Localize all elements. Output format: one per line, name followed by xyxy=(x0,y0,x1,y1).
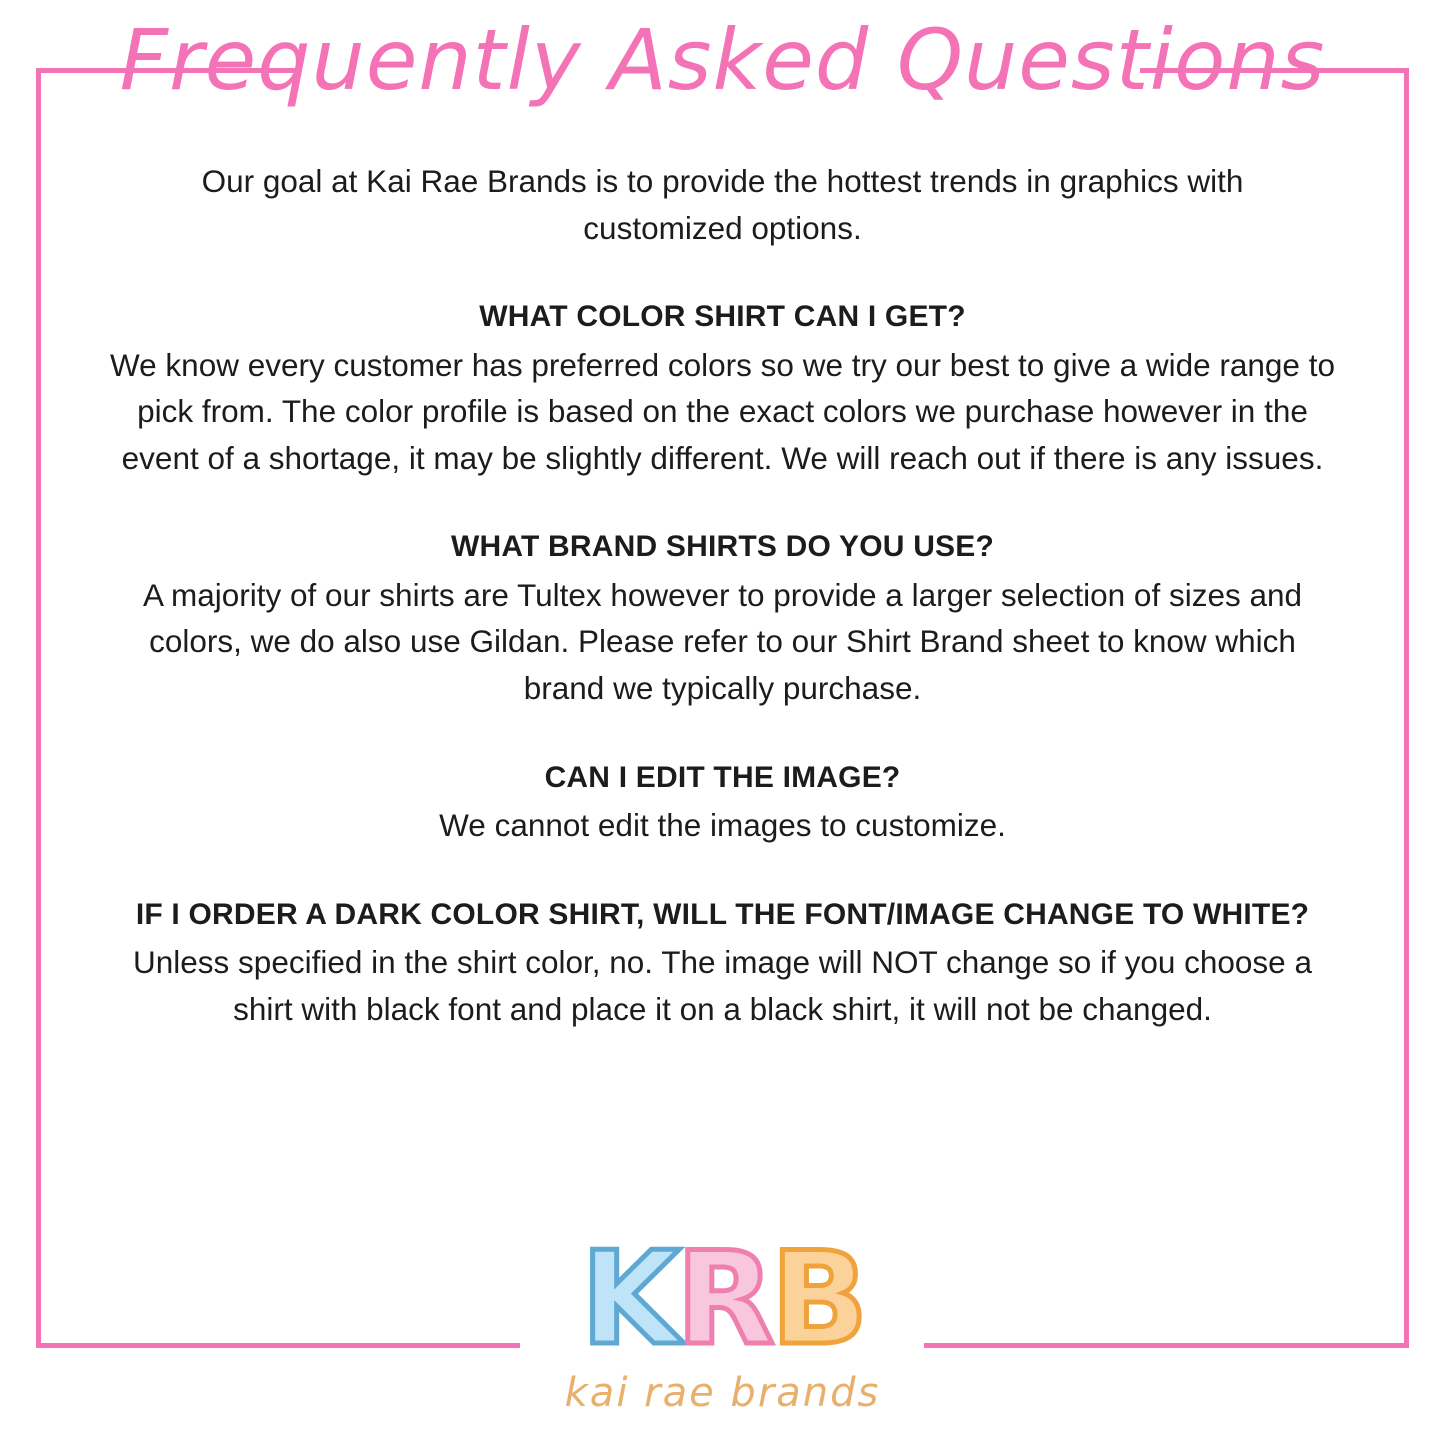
faq-question-4: IF I ORDER A DARK COLOR SHIRT, WILL THE FONT/IMAGE CHANGE TO WHITE? xyxy=(135,897,1310,931)
frame-left-rule xyxy=(36,68,41,1348)
frame-right-rule xyxy=(1404,68,1409,1348)
faq-item-1 xyxy=(110,295,1335,481)
intro-paragraph: Our goal at Kai Rae Brands is to provide the hottest trends in graphics with customized options. xyxy=(201,163,1244,246)
logo-letters xyxy=(580,1225,865,1374)
faq-answer-3: We cannot edit the images to customize. xyxy=(439,807,1006,844)
faq-item-3 xyxy=(110,756,1335,849)
faq-answer-4: Unless specified in the shirt color, no. The image will NOT change so if you choose a shirt with black font and place it on a black shirt, it will not be changed. xyxy=(133,944,1312,1027)
logo-letter-r: R xyxy=(676,1225,771,1374)
faq-question-3: CAN I EDIT THE IMAGE? xyxy=(544,760,901,794)
logo-letter-b: B xyxy=(770,1225,865,1374)
brand-logo xyxy=(0,1225,1445,1416)
faq-content xyxy=(110,158,1335,1032)
faq-item-4 xyxy=(110,893,1335,1033)
faq-answer-2: A majority of our shirts are Tultex however to provide a larger selection of sizes and colors, we do also use Gildan. Please refer to our Shirt Brand sheet to know which brand we typically purchase. xyxy=(142,576,1303,707)
logo-tagline: kai rae brands xyxy=(564,1370,881,1416)
page-title: Frequently Asked Questions xyxy=(119,11,1326,109)
logo-letter-k: K xyxy=(580,1225,677,1374)
faq-question-2: WHAT BRAND SHIRTS DO YOU USE? xyxy=(450,530,995,564)
faq-question-1: WHAT COLOR SHIRT CAN I GET? xyxy=(479,300,966,334)
faq-answer-1: We know every customer has preferred colors so we try our best to give a wide range to pick from. The color profile is based on the exact colors we purchase however in the event of a shortage, it may be slightly different. We will reach out if there is any issues. xyxy=(110,346,1335,476)
faq-item-2 xyxy=(110,525,1335,711)
